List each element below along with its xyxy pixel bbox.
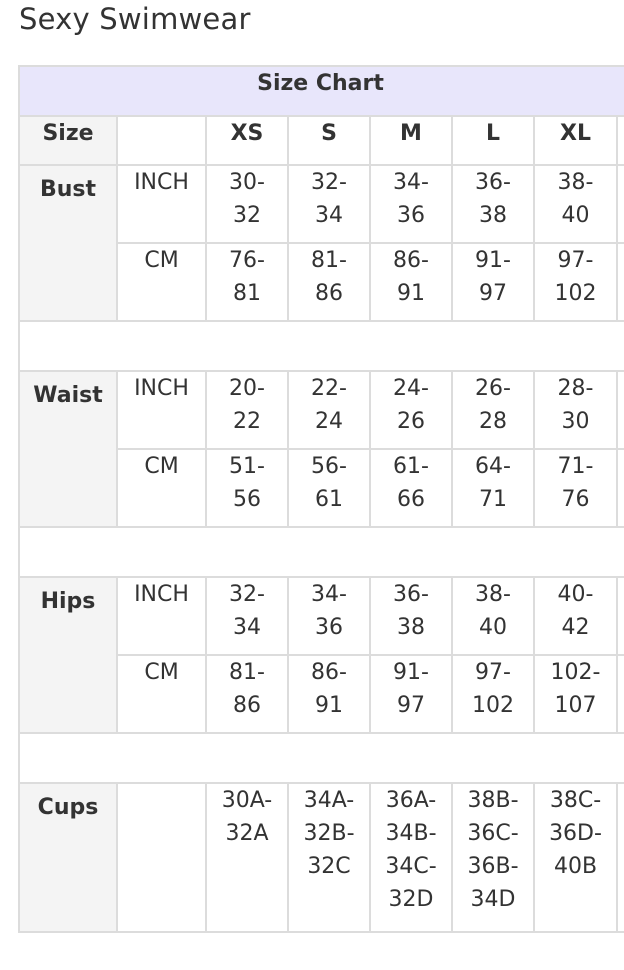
value-cell: 36- 38 bbox=[370, 577, 452, 655]
size-col-s: S bbox=[288, 116, 370, 165]
value-cell: 30A- 32A bbox=[206, 783, 288, 932]
spacer-cell bbox=[19, 321, 624, 371]
value-cell: 36- 38 bbox=[452, 165, 534, 243]
value-cell: 81- 86 bbox=[288, 243, 370, 321]
value-cell: 38B- 36C- 36B- 34D bbox=[452, 783, 534, 932]
row-label-bust: Bust bbox=[19, 165, 117, 321]
value-cell: 32- 34 bbox=[206, 577, 288, 655]
value-cell bbox=[617, 449, 624, 527]
page-title: Sexy Swimwear bbox=[19, 2, 251, 36]
value-cell: 91- 97 bbox=[452, 243, 534, 321]
value-cell: 76- 81 bbox=[206, 243, 288, 321]
value-cell: 36A- 34B- 34C- 32D bbox=[370, 783, 452, 932]
value-cell: 86- 91 bbox=[288, 655, 370, 733]
size-col-extra bbox=[617, 116, 624, 165]
size-col-m: M bbox=[370, 116, 452, 165]
value-cell: 38- 40 bbox=[534, 165, 617, 243]
value-cell: 86- 91 bbox=[370, 243, 452, 321]
spacer-row bbox=[19, 527, 624, 577]
unit-cell bbox=[117, 783, 206, 932]
value-cell bbox=[617, 655, 624, 733]
value-cell: 32- 34 bbox=[288, 165, 370, 243]
value-cell: 28- 30 bbox=[534, 371, 617, 449]
value-cell: 30- 32 bbox=[206, 165, 288, 243]
chart-caption-text: Size Chart bbox=[257, 71, 384, 96]
unit-cell: CM bbox=[117, 243, 206, 321]
value-cell: 56- 61 bbox=[288, 449, 370, 527]
value-cell bbox=[617, 165, 624, 243]
row-label-hips: Hips bbox=[19, 577, 117, 733]
value-cell: 81- 86 bbox=[206, 655, 288, 733]
table-row bbox=[19, 165, 624, 243]
value-cell: 38C- 36D- 40B bbox=[534, 783, 617, 932]
value-cell: 51- 56 bbox=[206, 449, 288, 527]
value-cell bbox=[617, 371, 624, 449]
value-cell bbox=[617, 243, 624, 321]
value-cell: 71- 76 bbox=[534, 449, 617, 527]
value-cell: 97- 102 bbox=[452, 655, 534, 733]
value-cell bbox=[617, 783, 624, 932]
value-cell bbox=[617, 577, 624, 655]
value-cell: 38- 40 bbox=[452, 577, 534, 655]
spacer-row bbox=[19, 733, 624, 783]
value-cell: 102- 107 bbox=[534, 655, 617, 733]
size-header-row bbox=[19, 116, 624, 165]
value-cell: 61- 66 bbox=[370, 449, 452, 527]
value-cell: 34A- 32B- 32C bbox=[288, 783, 370, 932]
spacer-cell bbox=[19, 527, 624, 577]
spacer-row bbox=[19, 321, 624, 371]
value-cell: 97- 102 bbox=[534, 243, 617, 321]
size-col-l: L bbox=[452, 116, 534, 165]
value-cell: 40- 42 bbox=[534, 577, 617, 655]
value-cell: 34- 36 bbox=[370, 165, 452, 243]
unit-cell: INCH bbox=[117, 165, 206, 243]
size-col-xs: XS bbox=[206, 116, 288, 165]
size-chart-table bbox=[18, 65, 624, 933]
unit-cell: CM bbox=[117, 449, 206, 527]
unit-cell: INCH bbox=[117, 371, 206, 449]
chart-header-row bbox=[19, 66, 624, 116]
table-row-cups bbox=[19, 783, 624, 932]
spacer-cell bbox=[19, 733, 624, 783]
value-cell: 24- 26 bbox=[370, 371, 452, 449]
value-cell: 91- 97 bbox=[370, 655, 452, 733]
size-col-xl: XL bbox=[534, 116, 617, 165]
table-row bbox=[19, 577, 624, 655]
value-cell: 26- 28 bbox=[452, 371, 534, 449]
chart-caption bbox=[19, 66, 624, 116]
row-label-cups: Cups bbox=[19, 783, 117, 932]
table-row bbox=[19, 371, 624, 449]
unit-cell: INCH bbox=[117, 577, 206, 655]
size-header-unit-cell bbox=[117, 116, 206, 165]
value-cell: 34- 36 bbox=[288, 577, 370, 655]
size-header-label: Size bbox=[19, 116, 117, 165]
value-cell: 20- 22 bbox=[206, 371, 288, 449]
value-cell: 22- 24 bbox=[288, 371, 370, 449]
value-cell: 64- 71 bbox=[452, 449, 534, 527]
row-label-waist: Waist bbox=[19, 371, 117, 527]
unit-cell: CM bbox=[117, 655, 206, 733]
